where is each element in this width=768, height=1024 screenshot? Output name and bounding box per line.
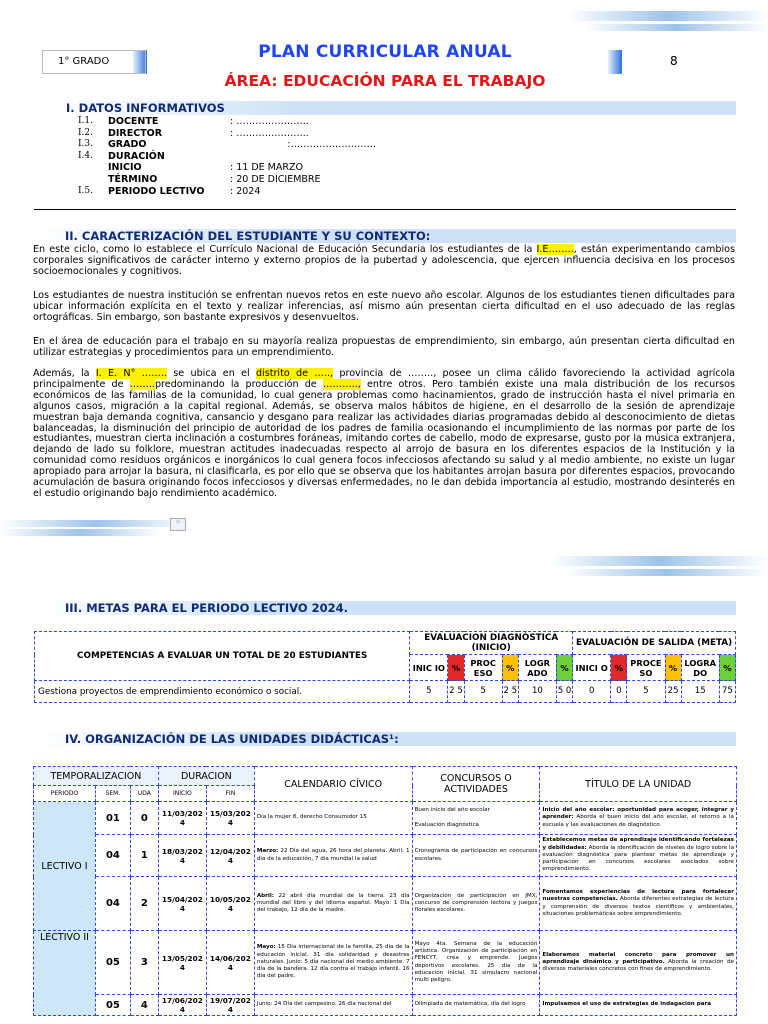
paragraph-text: se ubica en el: [166, 368, 256, 379]
inicio-header: INICIO: [158, 786, 206, 802]
concursos-cell: Olimpiada de matemática, día del logro: [412, 995, 540, 1016]
metas-subheader: %: [556, 655, 572, 681]
units-table: [33, 766, 737, 1016]
fin-cell: 12/04/202 4: [206, 835, 254, 877]
grade-label: 1° GRADO: [42, 50, 146, 74]
section-heading-metas: III. METAS PARA EL PERIODO LECTIVO 2024.: [34, 601, 736, 615]
metas-value: 15: [681, 681, 719, 703]
datos-label: DIRECTOR: [108, 127, 163, 139]
competencias-header: COMPETENCIAS A EVALUAR UN TOTAL DE 20 ESTUDIANTES: [35, 632, 410, 681]
table-row: [34, 802, 737, 835]
metas-subheader: INICI O: [573, 655, 611, 681]
datos-row: [78, 186, 376, 198]
datos-value: : 20 DE DICIEMBRE: [230, 173, 321, 185]
datos-num: [78, 174, 108, 186]
datos-value: : 2024: [230, 185, 261, 197]
metas-subheader: INIC IO: [410, 655, 448, 681]
datos-label: PERIODO LECTIVO: [108, 185, 205, 197]
uda-cell: 3: [130, 931, 158, 995]
decorative-bar: [0, 529, 160, 536]
metas-value: 10: [518, 681, 556, 703]
sem-cell: 05: [95, 931, 130, 995]
titulo-cell: [540, 995, 737, 1016]
table-row: [34, 931, 737, 995]
metas-subheader: %: [448, 655, 464, 681]
titulo-text: Aborda diferentes estrategias de lectura y comprensión de diversos textos científicos y ambientales, situaciones problemáticas sobre emprendimiento.: [542, 896, 734, 917]
titulo-bold: Impulsamos el uso de estrategias de indagación para: [542, 1001, 712, 1008]
calendario-text: Junio: 24 Día del campesino. 26 día nacional del: [256, 1001, 392, 1008]
decorative-bar: [585, 24, 768, 31]
calendario-text: Día la mujer 8, derecho Consumidor 15: [256, 814, 367, 821]
divider: [34, 209, 736, 210]
calendario-cell: [254, 995, 412, 1016]
datos-num: [78, 162, 108, 174]
section-heading-caracterizacion: II. CARACTERIZACIÓN DEL ESTUDIANTE Y SU CONTEXTO:: [34, 229, 736, 243]
competencia-cell: Gestiona proyectos de emprendimiento económico o social.: [35, 681, 410, 703]
table-row: [34, 835, 737, 877]
uda-cell: 0: [130, 802, 158, 835]
datos-list: [78, 116, 376, 197]
fin-cell: 19/07/202 4: [206, 995, 254, 1016]
decorative-bar: [0, 520, 190, 527]
sem-cell: 05: [95, 995, 130, 1016]
metas-subheader: PROCE SO: [627, 655, 665, 681]
uda-header: UDA: [130, 786, 158, 802]
inicio-cell: 18/03/202 4: [158, 835, 206, 877]
datos-num: I.4.: [78, 150, 94, 161]
inicio-cell: 17/06/202 4: [158, 995, 206, 1016]
paragraph-3: En el área de educación para el trabajo en su mayoría realiza propuestas de emprendimiento, sin embargo, aún presentan cierta dificultad en utilizar estrategias y procedimientos para un emprendimiento.: [33, 336, 735, 358]
inicio-cell: 11/03/202 4: [158, 802, 206, 835]
table-row: [34, 995, 737, 1016]
duracion-header: DURACION: [158, 767, 254, 786]
document-icon[interactable]: ▭: [170, 518, 186, 531]
datos-num: I.3.: [78, 139, 94, 150]
calendario-cell: [254, 835, 412, 877]
concursos-cell: Mayo 4ta. Semana de la educación artística. Organización de participación en FENCYT, crea y emprende. Juegos deportivos escolares. 25 día de la educación inicial. 31 simulacro nacional multi peligro.: [412, 931, 540, 995]
metas-value: 5 0: [556, 681, 572, 703]
concursos-cell: Cronograma de participación en concursos escolares.: [412, 835, 540, 877]
datos-row: [78, 151, 376, 163]
metas-table: [34, 631, 736, 703]
titulo-cell: [540, 931, 737, 995]
table-row: [34, 877, 737, 931]
calendario-month: Mayo:: [256, 944, 276, 951]
sem-header: SEM.: [95, 786, 130, 802]
datos-row: [78, 174, 376, 186]
datos-label: TÉRMINO: [108, 173, 158, 185]
calendario-cell: [254, 877, 412, 931]
periodo-header: PERIODO: [34, 786, 96, 802]
section-heading-organizacion: IV. ORGANIZACIÓN DE LAS UNIDADES DIDÁCTICAS¹:: [34, 732, 736, 746]
page-title: PLAN CURRICULAR ANUAL: [258, 42, 512, 62]
fin-cell: 10/05/202 4: [206, 877, 254, 931]
area-subtitle: ÁREA: EDUCACIÓN PARA EL TRABAJO: [224, 72, 546, 90]
metas-value: 2 5: [448, 681, 464, 703]
datos-row: [78, 162, 376, 174]
paragraph-text: entre otros. Pero también existe una mala distribución de los recursos económicos de las familias de la comunidad, lo cual genera problemas como hacinamientos, grado de instrucción hasta el nivel primaria en algunos casos, migración a la capital regional. Además, se observa malos hábitos de higiene, en el desarrollo de la sesión de aprendizaje muestran baja demanda cognitiva, cansancio y desgano para realizar las actividades diarias programadas debido al desconocimiento de dietas balanceadas, la disminución del principio de autoridad de los padres de familia ocasionando el incumplimiento de las normas por parte de los estudiantes, muestran cierta inclinación a costumbres foráneas, imitando cortes de cabello, modo de expresarse, gusto por la música extranjera, dejando de lado su folklore, muestran actitudes inadecuadas respecto al arrojo de basura en los diferentes espacios de la Institución y la comunidad como residuos orgánicos e inorgánicos lo cual genera focos infecciosos afectando su salud y al medio ambiente, no existe un lugar apropiado para arrojar la basura, ni clasificarla, es por ello que se observa que los habitantes arrojan basura por diferentes espacios, provocando acumulación de basura originando focos infecciosos y diversas enfermedades, no le dan debida importancia al estudio, mostrando desinterés en el estudio originando bajo rendimiento académico.: [33, 378, 735, 499]
paragraph-2: Los estudiantes de nuestra institución se enfrentan nuevos retos en este nuevo año escolar. Algunos de los estudiantes tienen dificultades para ubicar información explícita en el texto y realizar inferencias, así mismo aún presentan cierta dificultad en el uso adecuado de las reglas ortográficas. Sin embargo, son bastante expresivos y desenvueltos.: [33, 290, 735, 323]
metas-value: 75: [719, 681, 735, 703]
titulo-text: Aborda la identificación de niveles de logro sobre la evaluación diagnóstica para plantear metas de aprendizaje y participación en concursos escolares asociados sobre emprendimiento.: [542, 844, 734, 873]
datos-label: DOCENTE: [108, 116, 159, 127]
section-heading-datos: I. DATOS INFORMATIVOS: [62, 101, 736, 115]
sem-cell: 04: [95, 835, 130, 877]
highlight: distrito de …..,: [255, 368, 334, 379]
datos-value: : …………………..: [230, 127, 309, 139]
decorative-bar: [550, 556, 768, 566]
fin-header: FIN: [206, 786, 254, 802]
salida-header: EVALUACIÓN DE SALIDA (META): [573, 632, 736, 655]
calendario-month: Abril:: [256, 892, 275, 899]
uda-cell: 4: [130, 995, 158, 1016]
titulo-bold: Inicio del año escolar: oportunidad para acoger, integrar y aprender:: [542, 807, 734, 821]
calendario-month: Marzo:: [256, 848, 279, 855]
datos-row: [78, 116, 376, 128]
metas-subheader: %: [665, 655, 681, 681]
calendario-header: CALENDARIO CÍVICO: [254, 767, 412, 802]
metas-subheader: PROC ESO: [464, 655, 502, 681]
paragraph-text: predominando la producción de: [154, 378, 323, 390]
highlight: ……..: [129, 378, 155, 390]
concursos-header: CONCURSOS O ACTIVIDADES: [412, 767, 540, 802]
lectivo-cell: LECTIVO I: [34, 802, 96, 931]
datos-num: I.1.: [78, 116, 94, 126]
diagnostica-header: EVALUACION DIAGNÓSTICA (INICIO): [410, 632, 573, 655]
datos-value: : …………………..: [230, 116, 309, 127]
fin-cell: 15/03/202 4: [206, 802, 254, 835]
decorative-bar: [565, 569, 768, 576]
titulo-bold: Elaboramos material concreto para promover un aprendizaje dinámico y participativo.: [542, 951, 734, 965]
datos-value: : 11 DE MARZO: [230, 162, 303, 174]
inicio-cell: 13/05/202 4: [158, 931, 206, 995]
concursos-cell: Organización de participación en JMX, concurso de comprensión lectora y juegos florales escolares.: [412, 877, 540, 931]
paragraph-text: Además, la: [33, 368, 96, 379]
titulo-bold: Establecemos metas de aprendizaje identificando fortalezas y debilidades:: [542, 837, 734, 851]
datos-label: INICIO: [108, 162, 142, 174]
datos-label: DURACIÓN: [108, 150, 165, 162]
sem-cell: 04: [95, 877, 130, 931]
metas-value: 5: [627, 681, 665, 703]
calendario-text: 15 Día internacional de la familia, 25 día de la educación inicial. 31 día solidaridad y desastres naturales. Junio: 5 día nacional del medio ambiente. 7 día de la bandera. 12 día contra el trabajo infantil. 16 día del padre.: [256, 944, 410, 980]
titulo-cell: [540, 802, 737, 835]
metas-subheader: %: [611, 655, 627, 681]
metas-subheader: %: [502, 655, 518, 681]
calendario-cell: [254, 802, 412, 835]
calendario-text: 22 abril día mundial de la tierra. 23 día mundial del libro y del idioma español. Mayo: 1 Día del trabajo, 12 día de la madre.: [256, 892, 410, 914]
sem-cell: 01: [95, 802, 130, 835]
datos-num: I.2.: [78, 127, 94, 138]
paragraph-4: [33, 369, 735, 500]
calendario-cell: [254, 931, 412, 995]
highlight: I.E……..: [536, 244, 574, 255]
datos-value: :………………………: [230, 139, 377, 151]
datos-row: [78, 139, 376, 151]
metas-subheader: LOGR ADO: [518, 655, 556, 681]
titulo-bold: Fomentamos experiencias de lectura para fortalecer nuestras competencias.: [542, 889, 734, 903]
decorative-bar: [568, 11, 768, 21]
titulo-cell: [540, 835, 737, 877]
page-number: 8: [670, 54, 678, 68]
temporalizacion-header: TEMPORALIZACION: [34, 767, 159, 786]
metas-subheader: %: [719, 655, 735, 681]
paragraph-text: , están experimentando cambios corporales significativos de carácter interno y externo propios de la pubertad y adolescencia, que ejercen influencia decisiva en los procesos socioemocionales y cognitivos.: [33, 244, 735, 277]
metas-value: 25: [665, 681, 681, 703]
metas-value: 0: [573, 681, 611, 703]
datos-num: I.5.: [78, 185, 94, 196]
metas-subheader: LOGRA DO: [681, 655, 719, 681]
lectivo-cell: LECTIVO II: [34, 931, 96, 1016]
paragraph-text: provincia de …….., posee un clima cálido favoreciendo la actividad agrícola principalmente de: [33, 368, 735, 390]
titulo-cell: [540, 877, 737, 931]
titulo-header: TÍTULO DE LA UNIDAD: [540, 767, 737, 802]
paragraph-1: [33, 245, 735, 278]
uda-cell: 1: [130, 835, 158, 877]
datos-row: [78, 128, 376, 140]
titulo-text: Aborda la creación de diversos materiales concretos con fines de emprendimiento.: [542, 958, 734, 973]
fin-cell: 14/06/202 4: [206, 931, 254, 995]
inicio-cell: 15/04/202 4: [158, 877, 206, 931]
highlight: I. E. N° ……..: [95, 368, 167, 379]
calendario-text: 22 Día del agua, 26 hora del planeta. Abril: 1 día de la educación, 7 día mundial la salud: [256, 848, 410, 862]
metas-value: 5: [410, 681, 448, 703]
highlight: ………..,: [322, 378, 361, 390]
metas-value: 2 5: [502, 681, 518, 703]
metas-value: 0: [611, 681, 627, 703]
concursos-cell: Buen inicio del año escolar Evaluación diagnóstica: [412, 802, 540, 835]
paragraph-text: En este ciclo, como lo establece el Currículo Nacional de Educación Secundaria los estudiantes de la: [33, 244, 537, 255]
metas-value: 5: [464, 681, 502, 703]
uda-cell: 2: [130, 877, 158, 931]
titulo-text: Aborda el buen inicio del año escolar, el retorno a la escuela y las evaluaciones de diagnóstico.: [542, 814, 734, 828]
datos-label: GRADO: [108, 139, 147, 151]
